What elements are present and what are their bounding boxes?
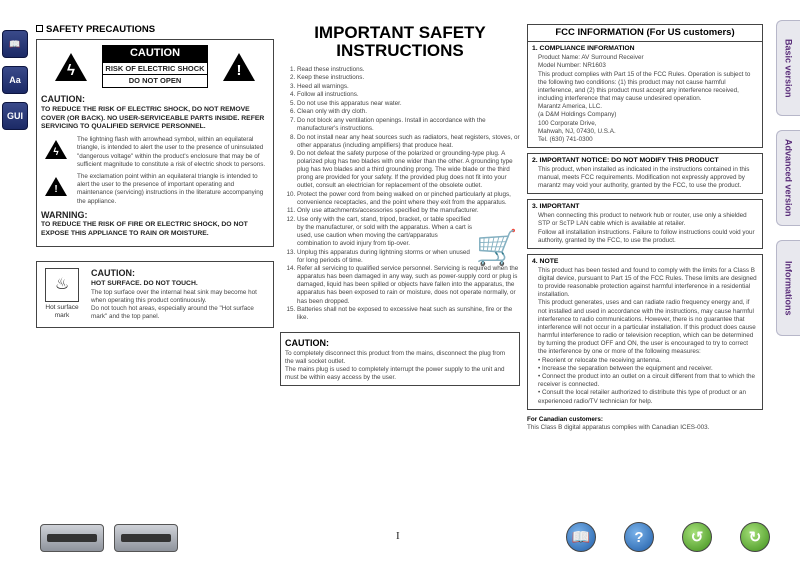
product-name: Product Name: AV Surround Receiver	[538, 54, 644, 62]
exclamation-explanation: ! The exclamation point within an equilateral triangle is intended to alert the user to the presence of important operating and maintenance (servicing) instructions in the literature accompanying the appliance.	[41, 173, 269, 206]
hot-surface-label: Hot surface mark	[45, 304, 79, 320]
caution-box	[36, 39, 274, 247]
hot-surface-box	[36, 261, 274, 328]
hot-text-2: Do not touch hot areas, especially around the "Hot surface mark" and the top panel.	[91, 304, 254, 321]
footer-nav	[566, 522, 770, 552]
exclamation-triangle-icon: !	[45, 177, 67, 196]
company-name: Marantz America, LLC.	[538, 103, 603, 111]
list-item: • Consult the local retailer authorized to distribute this type of product or an experienced radio/TV technician for help.	[538, 389, 747, 405]
list-item: 9. Do not defeat the safety purpose of the polarized or grounding-type plug. A polarized plug has two blades with one wider than the other. A grounding type plug has two blades and a third grounding prong. The wide blade or the third prong are provided for your safety. If the provided plug does not fit into your outlet, consult an electrician for replacement of the obsolete outlet.	[297, 150, 520, 190]
list-item: 11. Only use attachments/accessories specified by the manufacturer.	[297, 207, 520, 215]
fcc-notice-section	[527, 153, 763, 194]
section-text: This product, when installed as indicated in the instructions contained in this manual, meets FCC requirements. Modification not expressly approved by marantz may void your authority, granted by the FCC, to use the product.	[538, 165, 750, 190]
canadian-text: This Class B digital apparatus complies with Canadian ICES-003.	[527, 423, 710, 431]
list-item: 2. Keep these instructions.	[297, 74, 520, 82]
list-item: 8. Do not install near any heat sources such as radiators, heat registers, stoves, or other apparatus (including amplifiers) that produce heat.	[297, 134, 520, 150]
page-number: I	[396, 530, 400, 542]
tab-advanced-version[interactable]	[776, 130, 800, 226]
list-item: 3. Heed all warnings.	[297, 83, 520, 91]
hot-surface-subheading: HOT SURFACE. DO NOT TOUCH.	[91, 279, 198, 287]
do-not-open-label: DO NOT OPEN	[102, 75, 207, 88]
list-item: 6. Clean only with dry cloth.	[297, 108, 520, 116]
telephone: Tel. (630) 741-0300	[538, 135, 593, 143]
section-text: This product generates, uses and can radiate radio frequency energy and, if not installed and used in accordance with the instructions, may cause harmful interference to radio communications. However, there is no guarantee that interference will not occur in a particular installation. If this product does cause harmful interference to radio or television reception, which can be determined by turning the product OFF and ON, the user is encouraged to try to correct the interference by one or more of the following measures:	[538, 299, 756, 356]
lightning-triangle-icon: ϟ	[55, 53, 87, 81]
rear-panel-button[interactable]	[114, 524, 178, 552]
section-heading: 3. IMPORTANT	[532, 203, 580, 211]
hot-caution-heading: CAUTION:	[91, 268, 135, 279]
list-item: 15. Batteries shall not be exposed to excessive heat such as sunshine, fire or the like.	[297, 306, 520, 322]
list-item: 13. Unplug this apparatus during lightning storms or when unused for long periods of time.	[297, 249, 520, 265]
address-city: Mahwah, NJ, 07430, U.S.A.	[538, 127, 616, 135]
section-heading: 4. NOTE	[532, 257, 559, 265]
book-icon[interactable]: 📖	[2, 30, 28, 58]
index-icon[interactable]: Aa	[2, 66, 28, 94]
list-item: 5. Do not use this apparatus near water.	[297, 100, 520, 108]
fcc-compliance-section	[527, 42, 763, 148]
tab-label: Informations	[783, 260, 794, 316]
section-text: When connecting this product to network hub or router, use only a shielded STP or ScTP LAN cable which is available at retailer.	[538, 212, 747, 228]
fcc-column	[527, 24, 763, 432]
disconnect-caution-box	[280, 332, 520, 386]
company-parent: (a D&M Holdings Company)	[538, 111, 617, 119]
list-item: • Reorient or relocate the receiving antenna.	[538, 356, 661, 364]
section-heading: 2. IMPORTANT NOTICE: DO NOT MODIFY THIS PRODUCT	[532, 157, 719, 165]
caution-label: CAUTION	[102, 45, 207, 61]
warning-text: TO REDUCE THE RISK OF FIRE OR ELECTRIC SHOCK, DO NOT EXPOSE THIS APPLIANCE TO RAIN OR MOISTURE.	[41, 221, 248, 238]
contents-icon[interactable]: 📖	[566, 522, 596, 552]
list-item: 14. Refer all servicing to qualified service personnel. Servicing is required when the apparatus has been damaged in any way, such as power-supply cord or plug is damaged, liquid has been spilled or objects have fallen into the apparatus, the apparatus has been exposed to rain or moisture, does not operate normally, or has been dropped.	[297, 265, 520, 305]
hot-surface-icon: ♨	[45, 268, 79, 302]
safety-precautions-column	[36, 24, 274, 328]
instructions-list	[280, 66, 520, 322]
fcc-title: FCC INFORMATION (For US customers)	[527, 24, 763, 42]
list-item: 10. Protect the power cord from being walked on or pinched particularly at plugs, convenience receptacles, and the point where they exit from the apparatus.	[297, 191, 520, 207]
section-text: Follow all installation instructions. Failure to follow instructions could void your authority, granted by the FCC, to use the product.	[538, 228, 755, 244]
compliance-text: This product complies with Part 15 of the FCC Rules. Operation is subject to the following two conditions: (1) this product may not cause harmful interference, and (2) this product must accept any interference received, including interference that may cause undesired operation.	[538, 70, 751, 103]
exclamation-triangle-icon: !	[223, 53, 255, 81]
tab-informations[interactable]	[776, 240, 800, 336]
list-item: 12. Use only with the cart, stand, tripod, bracket, or table specified by the manufacturer, or sold with the apparatus. When a cart is used, use caution when moving the cart/apparatus combination to avoid injury from tip-over.	[297, 216, 520, 248]
warning-heading: WARNING:	[41, 209, 88, 220]
device-buttons	[40, 524, 178, 552]
list-item: • Increase the separation between the equipment and receiver.	[538, 364, 713, 372]
caution-text: TO REDUCE THE RISK OF ELECTRIC SHOCK, DO NOT REMOVE COVER (OR BACK). NO USER-SERVICEABLE PARTS INSIDE. REFER SERVICING TO QUALIFIED SERVICE PERSONNEL.	[41, 105, 265, 131]
caution-label-graphic	[55, 45, 255, 88]
important-title: IMPORTANT SAFETY INSTRUCTIONS	[314, 23, 486, 60]
caution-heading: CAUTION:	[41, 94, 85, 105]
fcc-important-section	[527, 199, 763, 249]
list-item: • Connect the product into an outlet on a circuit different from that to which the receiver is connected.	[538, 372, 756, 389]
tab-label: Advanced version	[783, 139, 794, 217]
important-instructions-column	[280, 24, 520, 386]
front-panel-button[interactable]	[40, 524, 104, 552]
safety-title: SAFETY PRECAUTIONS	[36, 24, 274, 36]
help-icon[interactable]: ?	[624, 522, 654, 552]
list-item: 4. Follow all instructions.	[297, 91, 520, 99]
hot-text-1: The top surface over the internal heat sink may become hot when operating this product continuously.	[91, 288, 257, 304]
caution-text-2: The mains plug is used to completely interrupt the power supply to the unit and must be within easy access by the user.	[285, 365, 505, 381]
canadian-notice	[527, 416, 763, 432]
tab-label: Basic version	[783, 38, 794, 98]
list-item: 7. Do not block any ventilation openings. Install in accordance with the manufacturer's instructions.	[297, 117, 520, 133]
fcc-note-section	[527, 254, 763, 410]
risk-label: RISK OF ELECTRIC SHOCK	[102, 62, 207, 76]
gui-icon[interactable]: GUI	[2, 102, 28, 130]
section-text: This product has been tested and found to comply with the limits for a Class B digital device, pursuant to Part 15 of the FCC Rules. These limits are designed to provide reasonable protection against harmful interference in a residential installation.	[538, 266, 757, 299]
caution-heading: CAUTION:	[285, 338, 329, 349]
address-line: 100 Corporate Drive,	[538, 119, 597, 127]
canadian-heading: For Canadian customers:	[527, 415, 603, 423]
model-number: Model Number: NR1603	[538, 62, 606, 70]
tab-basic-version[interactable]	[776, 20, 800, 116]
section-tabs	[776, 20, 800, 350]
lightning-triangle-icon: ϟ	[45, 140, 67, 159]
left-icon-rail	[0, 28, 30, 138]
list-item: 1. Read these instructions.	[297, 66, 520, 74]
caution-text-1: To completely disconnect this product from the mains, disconnect the plug from the wall socket outlet.	[285, 349, 506, 365]
lightning-explanation: ϟ The lightning flash with arrowhead symbol, within an equilateral triangle, is intended to alert the user to the presence of uninsulated "dangerous voltage" within the product's enclosure that may be of sufficient magnitude to constitute a risk of electric shock to persons.	[41, 136, 269, 169]
cart-warning-icon: 🛒	[475, 228, 519, 267]
forward-icon[interactable]: ↻	[740, 522, 770, 552]
back-icon[interactable]: ↺	[682, 522, 712, 552]
section-heading: 1. COMPLIANCE INFORMATION	[532, 45, 635, 53]
